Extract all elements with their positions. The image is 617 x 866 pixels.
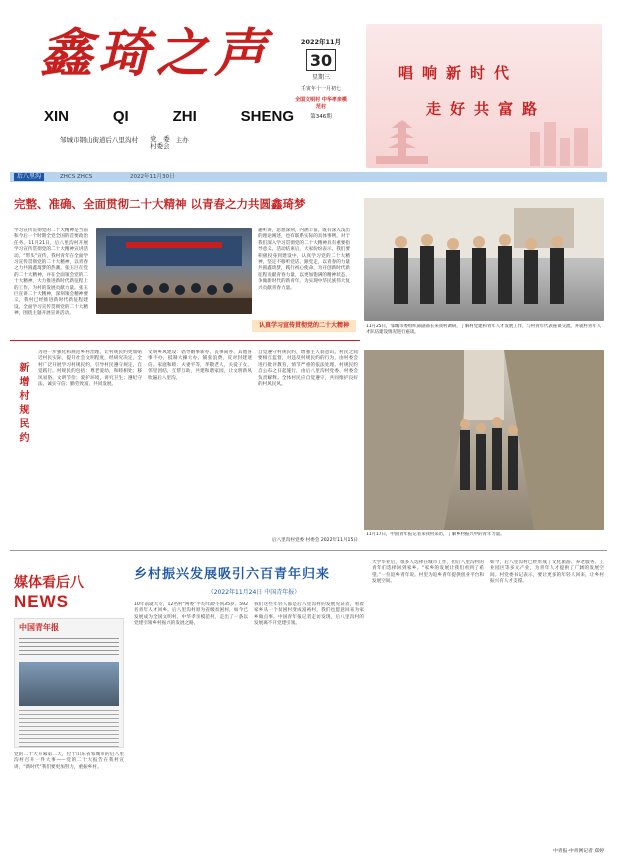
masthead <box>0 0 617 170</box>
pinyin-3: ZHI <box>172 108 197 125</box>
sponsor-role: 主办 <box>175 136 189 144</box>
news-header-en: NEWS <box>14 592 69 611</box>
slogan-line-2: 走好共富路 <box>426 100 547 118</box>
masthead-strip <box>10 172 607 182</box>
pagoda-icon <box>372 116 432 166</box>
visit-photo-1 <box>364 198 604 321</box>
masthead-title: 鑫琦之声 <box>40 23 273 84</box>
news-col-2: 我们这些年轻人都是后八里沟村的发展见证者，看着家乡从一个贫困村变成富裕村，我们也愿意回来为家乡做点事。中国青年报记者走访发现，后八里沟村的发展离不开党建引领。 <box>254 602 364 627</box>
rules-col-3: 自觉遵守村规民约，增强主人翁意识。村民之间要相互监督，对违反村规民约的行为，由村委会进行批评教育，情节严重的依法处理。村规民约自公布之日起施行，由后八里沟村党委、村委会负责解释。全体村民应自觉遵守，共同维护良好的村风民风。 <box>258 350 358 388</box>
slogan-line-1: 唱响新时代 <box>398 64 519 82</box>
rules-vertical-label <box>16 362 30 446</box>
sponsor-line <box>60 136 300 150</box>
newspaper-clipping <box>14 618 124 748</box>
honor-badge: 全国文明村 中华孝亲模范村 <box>295 97 347 110</box>
section-divider-2 <box>10 550 607 551</box>
clipping-text <box>19 710 119 750</box>
strip-date: 2022年11月30日 <box>130 174 175 180</box>
lead-meeting-photo <box>96 228 252 314</box>
news-header-cn: 媒体看后八 <box>14 575 84 591</box>
date-day: 30 <box>306 49 336 71</box>
news-source: （2022年11月24日 中国青年报） <box>207 589 301 596</box>
clipping-photo <box>19 662 119 706</box>
visit-photo-1-caption: 11月25日，邹城市委组织部副部长来我村调研，了解村党建和青年人才发展工作，与村青年代表座谈交流，并就村青年人才队伍建设情况进行座谈。 <box>366 324 602 335</box>
rules-title: 新增村规民约 <box>17 362 28 446</box>
clipping-body <box>19 638 119 658</box>
rules-col-2: 文明乡风建设：倡导婚事新办、丧事简办、其他喜事不办，抵制大操大办、铺张浪费，反对封建迷信。家庭和睦：夫妻平等，孝敬老人，关爱子女，邻里团结，互帮互助，共建和谐家园，让文明新风吹遍后八里沟。 <box>148 350 252 381</box>
main-headline: 完整、准确、全面贯彻二十大精神 以青春之力共圆鑫琦梦 <box>14 197 306 211</box>
news-byline: 中青报·中青网记者 郑婷 <box>552 849 604 854</box>
news-col-3: 大学毕业后，很多人选择在城市工作，但后八里沟村的青年们选择回到家乡。“家乡的发展让我们看到了希望。”一位返乡青年说。村里为返乡青年提供创业平台和发展空间。 <box>372 560 484 585</box>
skyline-icon <box>526 122 596 166</box>
issue-number: 第346期 <box>310 114 332 120</box>
rules-footer: 后八里沟村党委 村委会 2022年11月15日 <box>271 538 358 543</box>
sponsor-party: 党 委 <box>150 135 170 143</box>
strip-left-label: 后八里沟 <box>14 173 44 181</box>
date-lunar: 壬寅年十一月初七 <box>300 86 341 92</box>
strip-code: ZHCS ZHCS <box>60 174 93 180</box>
news-col-4: 如今，后八里沟村已经形成了文化旅游、养老服务、工业园区等多元产业，为青年人才提供了广阔的发展空间。村党委书记表示，要让更多的年轻人回来，让乡村振兴有人才支撑。 <box>490 560 604 585</box>
pinyin-2: QI <box>112 108 129 125</box>
street-walk-icon <box>364 350 604 530</box>
sponsor-name: 邹城市钢山街道后八里沟村 <box>60 136 138 144</box>
news-bottom-col: 党的二十大开幕第二天，位于山东省邹城市的后八里沟村召开一件大事——党的二十大报告在我村宣讲，“新时代”我们要更加努力，重振乡村。 <box>14 752 124 770</box>
news-col-1: 10年前就大专，12名村“两委”平均年龄不到35岁，592名青年人才回乡。后八里沟村原为省级贫困村，如今已发展成为全国文明村、中华孝亲模范村，走出了一条以党建引领乡村振兴的发展之路。 <box>134 602 248 627</box>
lead-col-1: 学习宣传贯彻党的二十大精神是当前和今后一个时期全党全国的首要政治任务。11月21日，后八里沟村开展学习宣传贯彻党的二十大精神宣讲活动。“带头”宣传，我村青年在全面学习宣传贯彻党的二十大精神，以青春之力共圆鑫琦梦的热潮。张玉巨在党的二十大精神，并在全面领会党的二十大精神，大力推进新时代新征程上的工作，为村的发展贡献力量。张玉巨宣讲二十大精神，深刻领会精神要义，我村已经推进新时代新征程建设。全面学习宣传贯彻党的二十大精神，围绕主题开展宣讲活动。 <box>14 228 88 317</box>
visit-photo-2 <box>364 350 604 530</box>
date-box <box>287 38 355 144</box>
lead-col-2: 趣听讲，思想深刻，内涵丰富，既有深入浅出的理论阐述，也有联系实际的具体事例，对于我们深入学习贯彻党的二十大精神具有重要指导意义。活动结束后，大家纷纷表示，我们要积极投身到建设中，认真学习党的二十大精神，坚定不移听党话、跟党走，以青春的力量共圆鑫琦梦，践行初心使命，为开创新时代新征程贡献青春力量，以更加饱满的精神状态，争做新时代的新青年，为实现中华民族伟大复兴贡献青春力量。 <box>258 228 350 291</box>
news-headline: 乡村振兴发展吸引六百青年归来 <box>134 567 331 582</box>
pinyin-4: SHENG <box>240 108 294 125</box>
clipping-paper-name: 中国青年报 <box>19 622 59 632</box>
visit-photo-2-caption: 11月17日，中国青年报记者来我村采访，了解乡村振兴中的青年力量。 <box>366 532 505 537</box>
meeting-scene-icon <box>96 228 252 314</box>
date-weekday: 星期三 <box>311 74 330 81</box>
news-header <box>14 574 124 612</box>
pinyin-1: XIN <box>44 108 70 125</box>
rules-col-1: 为进一步强化和规范乡村治理，让村规民约更加贴近村民实际，提升社会文明程度，经研究决定，全村广泛开展学习村规民约，引导村民遵守规定，自觉践行。村规民约包括：尊老爱幼，和睦相处；移风易俗，文明节俭；爱护环境，讲究卫生；遵纪守法，诚实守信；勤劳致富，共同发展。 <box>38 350 142 388</box>
masthead-pinyin <box>44 108 294 125</box>
slogan-panel <box>366 24 602 168</box>
lead-banner: 认真学习宣传贯彻党的二十大精神 <box>252 320 356 332</box>
group-visit-icon <box>364 198 604 321</box>
section-divider-1 <box>10 340 360 341</box>
sponsor-committee: 村委会 <box>150 142 170 150</box>
date-month: 2022年11月 <box>300 38 342 46</box>
